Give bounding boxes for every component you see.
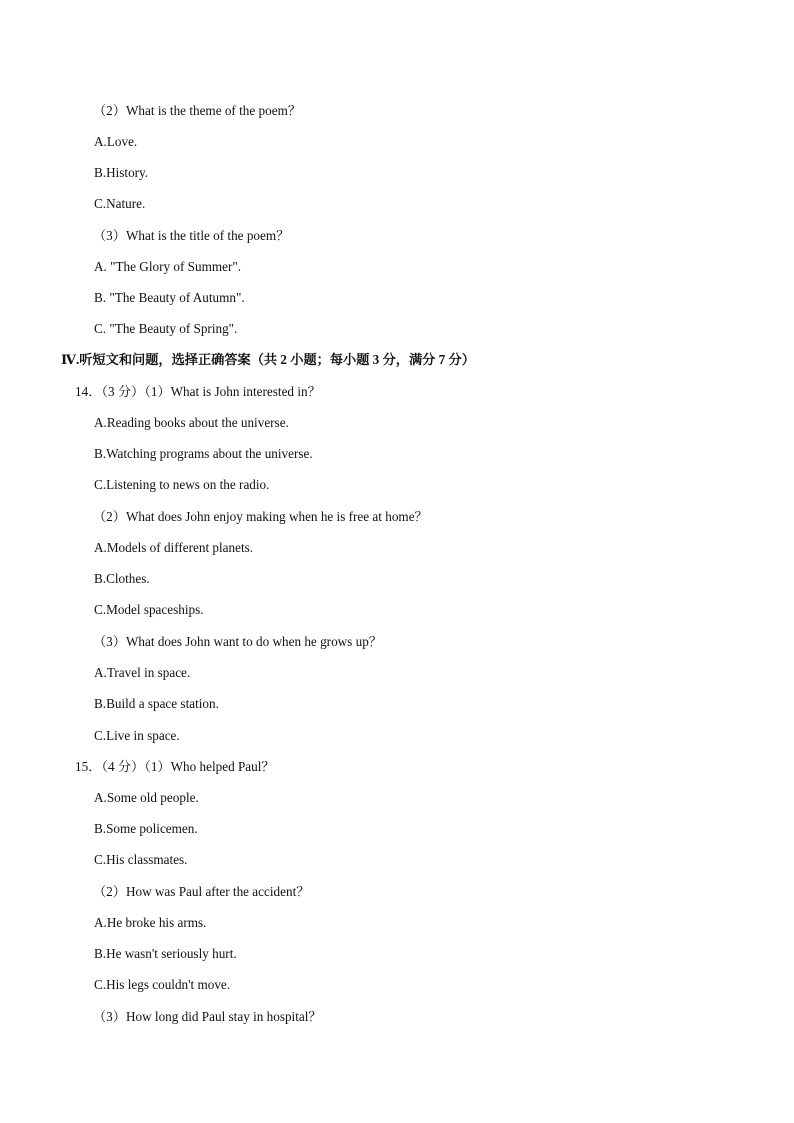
q13-sub3-question: （3）What is the title of the poem？: [93, 228, 290, 243]
q14-sub3-question: （3）What does John want to do when he grows up？: [93, 634, 382, 649]
q15-sub2-option-a: A.He broke his arms.: [94, 915, 207, 930]
q13-sub2-option-a: A.Love.: [94, 134, 138, 149]
q13-sub2-option-c: C.Nature.: [94, 196, 146, 211]
q15-sub2-question: （2）How was Paul after the accident？: [93, 884, 310, 899]
q14-stem: 14．（3 分）（1）What is John interested in？: [75, 384, 321, 399]
q15-sub2-option-c: C.His legs couldn't move.: [94, 977, 231, 992]
q15-sub1-option-a: A.Some old people.: [94, 790, 199, 805]
q14-sub3-option-b: B.Build a space station.: [94, 696, 219, 711]
q13-sub3-option-c: C. "The Beauty of Spring".: [94, 321, 238, 336]
q15-sub2-option-b: B.He wasn't seriously hurt.: [94, 946, 237, 961]
q14-sub2-option-b: B.Clothes.: [94, 571, 150, 586]
q14-sub2-option-c: C.Model spaceships.: [94, 602, 204, 617]
q15-sub1-option-c: C.His classmates.: [94, 852, 188, 867]
q15-sub3-question: （3）How long did Paul stay in hospital？: [93, 1009, 322, 1024]
q13-sub3-option-b: B. "The Beauty of Autumn".: [94, 290, 245, 305]
q15-stem: 15．（4 分）（1）Who helped Paul？: [75, 759, 275, 774]
q13-sub3-option-a: A. "The Glory of Summer".: [94, 259, 242, 274]
q14-sub1-option-b: B.Watching programs about the universe.: [94, 446, 313, 461]
q13-sub2-option-b: B.History.: [94, 165, 149, 180]
q13-sub2-question: （2）What is the theme of the poem？: [93, 103, 302, 118]
section-heading: Ⅳ.听短文和问题，选择正确答案（共 2 小题；每小题 3 分，满分 7 分）: [61, 352, 475, 367]
q14-sub1-option-a: A.Reading books about the universe.: [94, 415, 289, 430]
q14-sub2-option-a: A.Models of different planets.: [94, 540, 254, 555]
q14-sub1-option-c: C.Listening to news on the radio.: [94, 477, 270, 492]
q14-sub3-option-a: A.Travel in space.: [94, 665, 191, 680]
q15-sub1-option-b: B.Some policemen.: [94, 821, 198, 836]
q14-sub3-option-c: C.Live in space.: [94, 728, 180, 743]
q14-sub2-question: （2）What does John enjoy making when he is free at home？: [93, 509, 428, 524]
